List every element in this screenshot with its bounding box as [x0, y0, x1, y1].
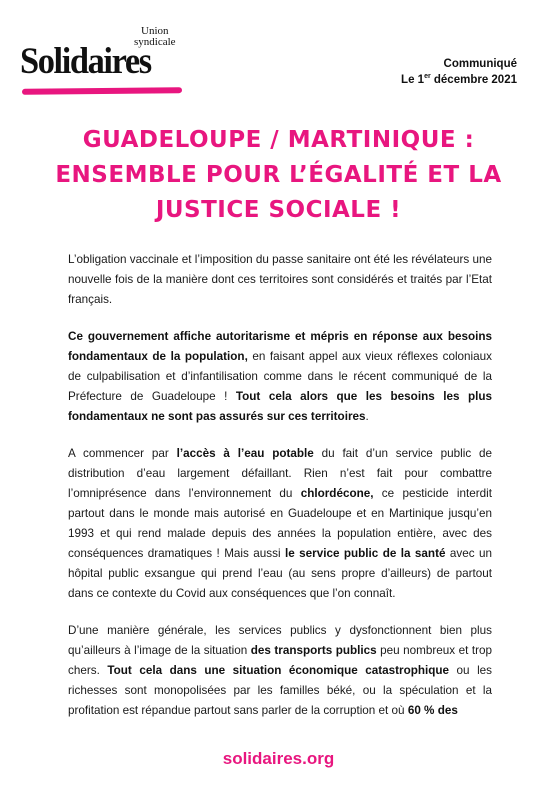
paragraph-1: L’obligation vaccinale et l’imposition du passe sanitaire ont été les révélateurs une nouvelle fois de la manière dont ces territoires sont considérés et traités par l’Etat français. — [68, 253, 492, 306]
article-body — [68, 250, 492, 738]
paragraph-2: Ce gouvernement affiche autoritarisme et mépris en réponse aux besoins fondamentaux de la population, en faisant appel aux vieux réflexes coloniaux de culpabilisation et d’infantilisation comme dans le récent communiqué de la Préfecture de Guadeloupe ! Tout cela alors que les besoins les plus fondamentaux ne sont pas assurés sur ces territoires. — [68, 330, 492, 423]
logo-pink-stroke — [22, 87, 182, 95]
page-title: GUADELOUPE / MARTINIQUE : ENSEMBLE POUR L’ÉGALITÉ ET LA JUSTICE SOCIALE ! — [55, 127, 502, 223]
document-date: Le 1er décembre 2021 — [401, 73, 517, 86]
document-type: Communiqué — [443, 58, 517, 70]
solidaires-logo — [20, 26, 185, 98]
paragraph-4: D’une manière générale, les services publics y dysfonctionnent bien plus qu’ailleurs à l’image de la situation des transports publics peu nombreux et trop chers. Tout cela dans une situation économique catastrophique ou les richesses sont monopolisées par les familles béké, ou la spéculation et la profitation est répandue partout sans parler de la corruption et où 60 % des — [68, 624, 493, 717]
communique-header — [401, 56, 517, 88]
logo-wordmark: Solidaires — [20, 41, 151, 82]
logo-union-syndicale: Union syndicale — [134, 25, 176, 48]
footer-website: solidaires.org — [222, 749, 335, 768]
paragraph-3: A commencer par l’accès à l’eau potable du fait d’un service public de distribution d’eau largement défaillant. Rien n’est fait pour combattre l’omniprésence dans l’environnement du chlordécone, ce pesticide interdit partout dans le monde mais autorisé en Guadeloupe et en Martinique jusqu’en 1993 et qui rend malade depuis des années la population entière, avec des conséquences dramatiques ! Mais aussi le service public de la santé avec un hôpital public exsangue qui prend l’eau (au sens propre d’ailleurs) de partout dans ce contexte du Covid aux conséquences que l’on connaît. — [68, 447, 493, 600]
